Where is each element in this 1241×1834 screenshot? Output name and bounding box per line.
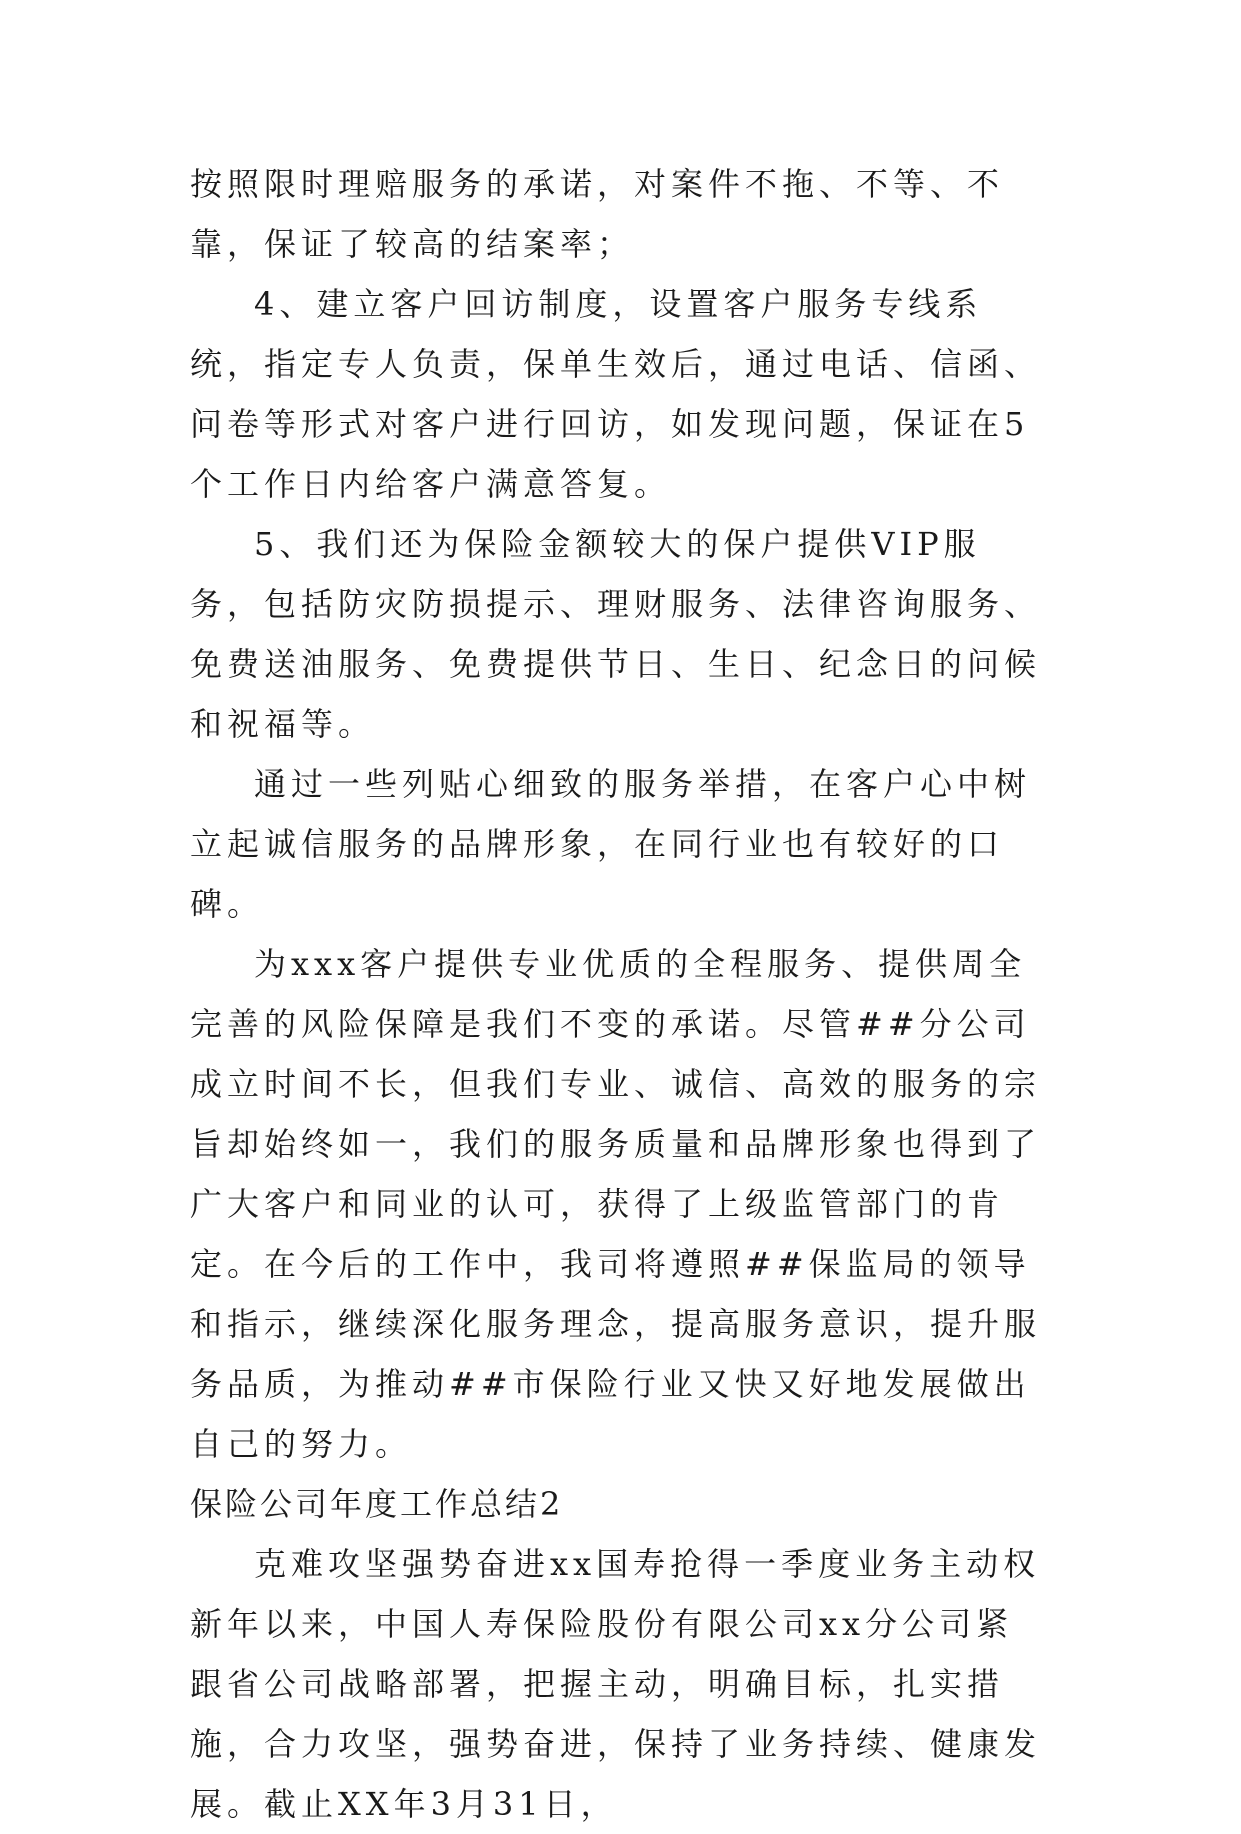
paragraph-vip-service: 5、我们还为保险金额较大的保户提供VIP服务，包括防灾防损提示、理财服务、法律咨询服务、免费送油服务、免费提供节日、生日、纪念日的问候和祝福等。 — [190, 525, 1042, 743]
section-heading: 保险公司年度工作总结2 — [190, 1485, 564, 1523]
document-body — [190, 154, 1050, 1834]
paragraph-claims-promise: 按照限时理赔服务的承诺，对案件不拖、不等、不靠，保证了较高的结案率； — [190, 165, 1005, 263]
paragraph-q1-summary: 克难攻坚强势奋进xx国寿抢得一季度业务主动权新年以来，中国人寿保险股份有限公司xx分公司紧跟省公司战略部署，把握主动，明确目标，扎实措施，合力攻坚，强势奋进，保持了业务持续、健康发展。截止XX年3月31日， — [190, 1545, 1042, 1823]
paragraph-customer-followup: 4、建立客户回访制度，设置客户服务专线系统，指定专人负责，保单生效后，通过电话、信函、问卷等形式对客户进行回访，如发现问题，保证在5个工作日内给客户满意答复。 — [190, 285, 1042, 503]
paragraph-brand-image: 通过一些列贴心细致的服务举措，在客户心中树立起诚信服务的品牌形象，在同行业也有较好的口碑。 — [190, 765, 1032, 923]
paragraph-commitment: 为xxx客户提供专业优质的全程服务、提供周全完善的风险保障是我们不变的承诺。尽管##分公司成立时间不长，但我们专业、诚信、高效的服务的宗旨却始终如一，我们的服务质量和品牌形象也得到了广大客户和同业的认可，获得了上级监管部门的肯定。在今后的工作中，我司将遵照##保监局的领导和指示，继续深化服务理念，提高服务意识，提升服务品质，为推动##市保险行业又快又好地发展做出自己的努力。 — [190, 945, 1042, 1463]
